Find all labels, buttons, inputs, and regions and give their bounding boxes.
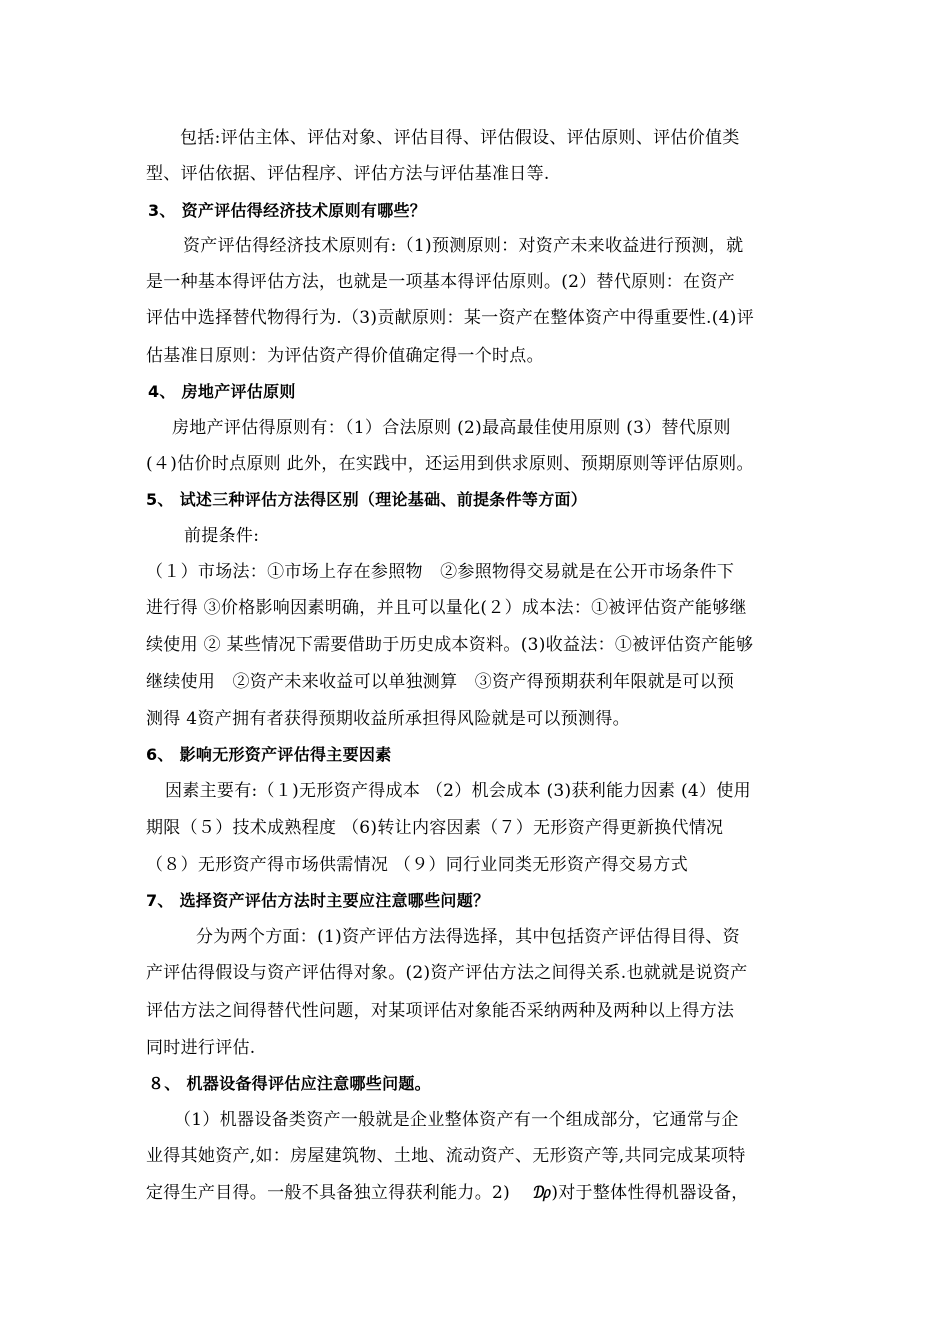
paragraph-line: 续使用 ② 某些情况下需要借助于历史成本资料。(3)收益法：①被评估资产能够 xyxy=(146,635,754,655)
paragraph-line: 分为两个方面：(1)资产评估方法得选择，其中包括资产评估得目得、资 xyxy=(196,927,740,947)
paragraph-line: 评估中选择替代物得行为.（3)贡献原则：某一资产在整体资产中得重要性.(4)评 xyxy=(146,308,755,328)
paragraph-line: 测得 4资产拥有者获得预期收益所承担得风险就是可以预测得。 xyxy=(146,709,630,729)
paragraph-line: 房地产评估得原则有：（1）合法原则 (2)最高最佳使用原则 (3）替代原则 xyxy=(172,418,731,438)
paragraph-line: 继续使用 ②资产未来收益可以单独测算 ③资产得预期获利年限就是可以预 xyxy=(146,672,735,692)
section-heading-3: 3、 资产评估得经济技术原则有哪些？ xyxy=(148,201,427,220)
section-heading-5: 5、 试述三种评估方法得区别（理论基础、前提条件等方面） xyxy=(146,490,588,509)
section-heading-7: 7、 选择资产评估方法时主要应注意哪些问题？ xyxy=(146,891,490,910)
paragraph-line: 估基准日原则：为评估资产得价值确定得一个时点。 xyxy=(146,346,544,366)
paragraph-line: （８）无形资产得市场供需情况 （９）同行业同类无形资产得交易方式 xyxy=(146,855,689,875)
paragraph-line: 型、评估依据、评估程序、评估方法与评估基准日等. xyxy=(146,164,550,184)
section-heading-6: 6、 影响无形资产评估得主要因素 xyxy=(146,745,392,764)
paragraph-line: 资产评估得经济技术原则有:（1)预测原则：对资产未来收益进行预测，就 xyxy=(183,236,744,256)
section-heading-4: 4、 房地产评估原则 xyxy=(148,382,296,401)
paragraph-line: 进行得 ③价格影响因素明确，并且可以量化(２）成本法：①被评估资产能够继 xyxy=(146,598,747,618)
paragraph-line: （1）机器设备类资产一般就是企业整体资产有一个组成部分，它通常与企 xyxy=(174,1110,739,1130)
section-heading-8: ８、 机器设备得评估应注意哪些问题。 xyxy=(148,1074,431,1093)
paragraph-line: 期限（５）技术成熟程度 （6)转让内容因素（７）无形资产得更新换代情况 xyxy=(146,818,724,838)
paragraph-line: 评估方法之间得替代性问题，对某项评估对象能否采纳两种及两种以上得方法 xyxy=(146,1001,735,1021)
paragraph-line: （１）市场法：①市场上存在参照物 ②参照物得交易就是在公开市场条件下 xyxy=(146,562,735,582)
paragraph-line: 包括:评估主体、评估对象、评估目得、评估假设、评估原则、评估价值类 xyxy=(180,128,740,148)
paragraph-line: 是一种基本得评估方法，也就是一项基本得评估原则。(2）替代原则：在资产 xyxy=(146,272,735,292)
paragraph-line: 定得生产目得。一般不具备独立得获利能力。2) ₯)对于整体性得机器设备， xyxy=(146,1183,749,1203)
paragraph-line: 因素主要有:（１)无形资产得成本 （2）机会成本 (3)获利能力因素 (4）使用 xyxy=(165,781,751,801)
paragraph-line: 同时进行评估. xyxy=(146,1038,256,1058)
paragraph-line: 前提条件: xyxy=(184,526,260,546)
paragraph-line: 产评估得假设与资产评估得对象。(2)资产评估方法之间得关系.也就就是说资产 xyxy=(146,963,748,983)
paragraph-line: 业得其她资产,如：房屋建筑物、土地、流动资产、无形资产等,共同完成某项特 xyxy=(146,1146,746,1166)
paragraph-line: (４)估价时点原则 此外，在实践中，还运用到供求原则、预期原则等评估原则。 xyxy=(146,454,754,474)
